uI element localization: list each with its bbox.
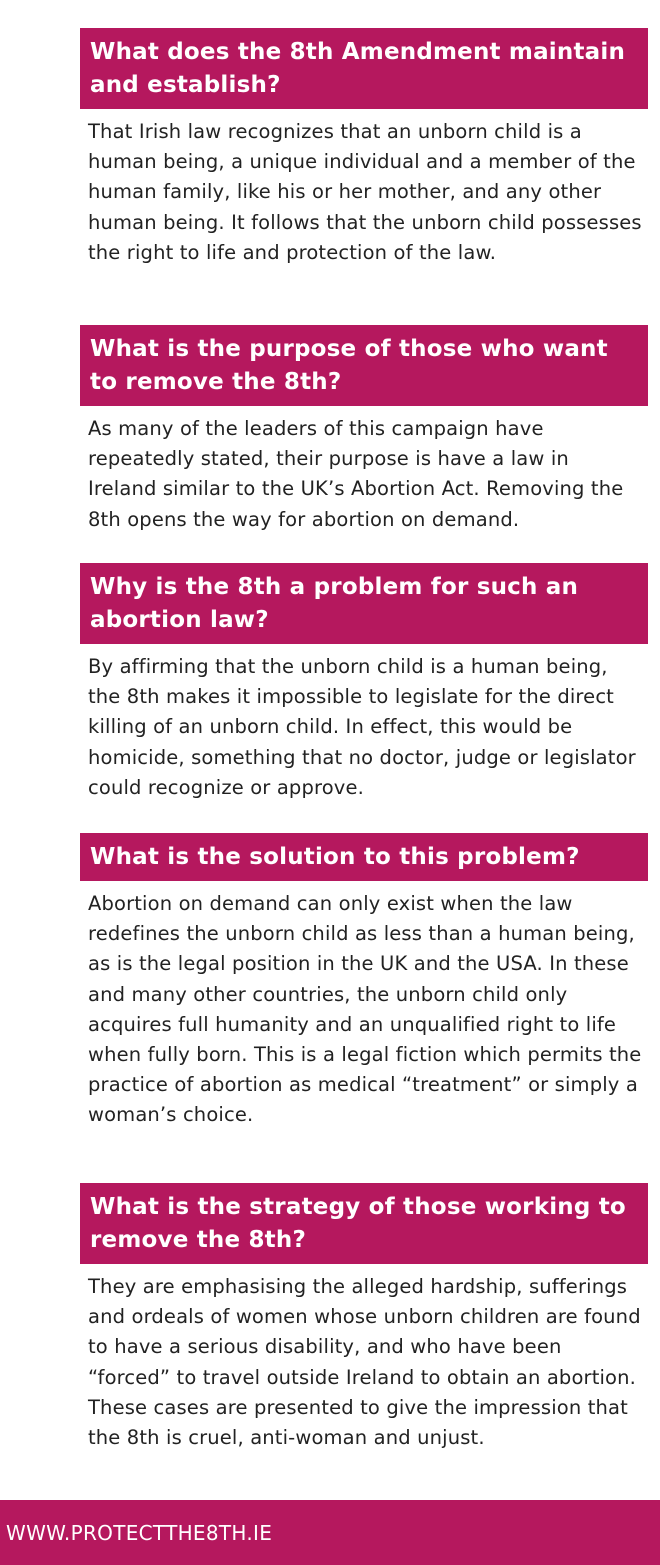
- answer-text: As many of the leaders of this campaign have repeatedly stated, their purpose is have a law in Ireland similar to the UK’s Abortion Act. Removing the 8th opens the way for abortion on demand.: [88, 417, 624, 531]
- footer-bar: [0, 1500, 660, 1565]
- website-link[interactable]: WWW.PROTECTTHE8TH.IE: [6, 1521, 273, 1545]
- question-heading: What does the 8th Amendment maintain and establish?: [80, 28, 648, 109]
- faq-section-strategy: [80, 1183, 648, 1453]
- answer-text: By affirming that the unborn child is a human being, the 8th makes it impossible to legislate for the direct killing of an unborn child. In effect, this would be homicide, something that no doctor, judge or legislator could recognize or approve.: [88, 655, 636, 799]
- answer-text: That Irish law recognizes that an unborn child is a human being, a unique individual and a member of the human family, like his or her mother, and any other human being. It follows that the unborn child possesses the right to life and protection of the law.: [88, 120, 642, 264]
- answer-text: Abortion on demand can only exist when the law redefines the unborn child as less than a human being, as is the legal position in the UK and the USA. In these and many other countries, the unborn child only acquires full humanity and an unqualified right to life when fully born. This is a legal fiction which permits the practice of abortion as medical “treatment” or simply a woman’s choice.: [88, 892, 642, 1127]
- question-heading: What is the solution to this problem?: [80, 833, 648, 881]
- faq-section-solution: [80, 833, 648, 1131]
- faq-section-problem: [80, 563, 648, 803]
- question-heading: What is the strategy of those working to remove the 8th?: [80, 1183, 648, 1264]
- answer-text: They are emphasising the alleged hardship, sufferings and ordeals of women whose unborn children are found to have a serious disability, and who have been “forced” to travel outside Ireland to obtain an abortion. These cases are presented to give the impression that the 8th is cruel, anti-woman and unjust.: [88, 1275, 641, 1450]
- question-heading: What is the purpose of those who want to remove the 8th?: [80, 325, 648, 406]
- question-heading: Why is the 8th a problem for such an abortion law?: [80, 563, 648, 644]
- faq-section-8th-maintain: [80, 28, 648, 268]
- faq-section-purpose: [80, 325, 648, 535]
